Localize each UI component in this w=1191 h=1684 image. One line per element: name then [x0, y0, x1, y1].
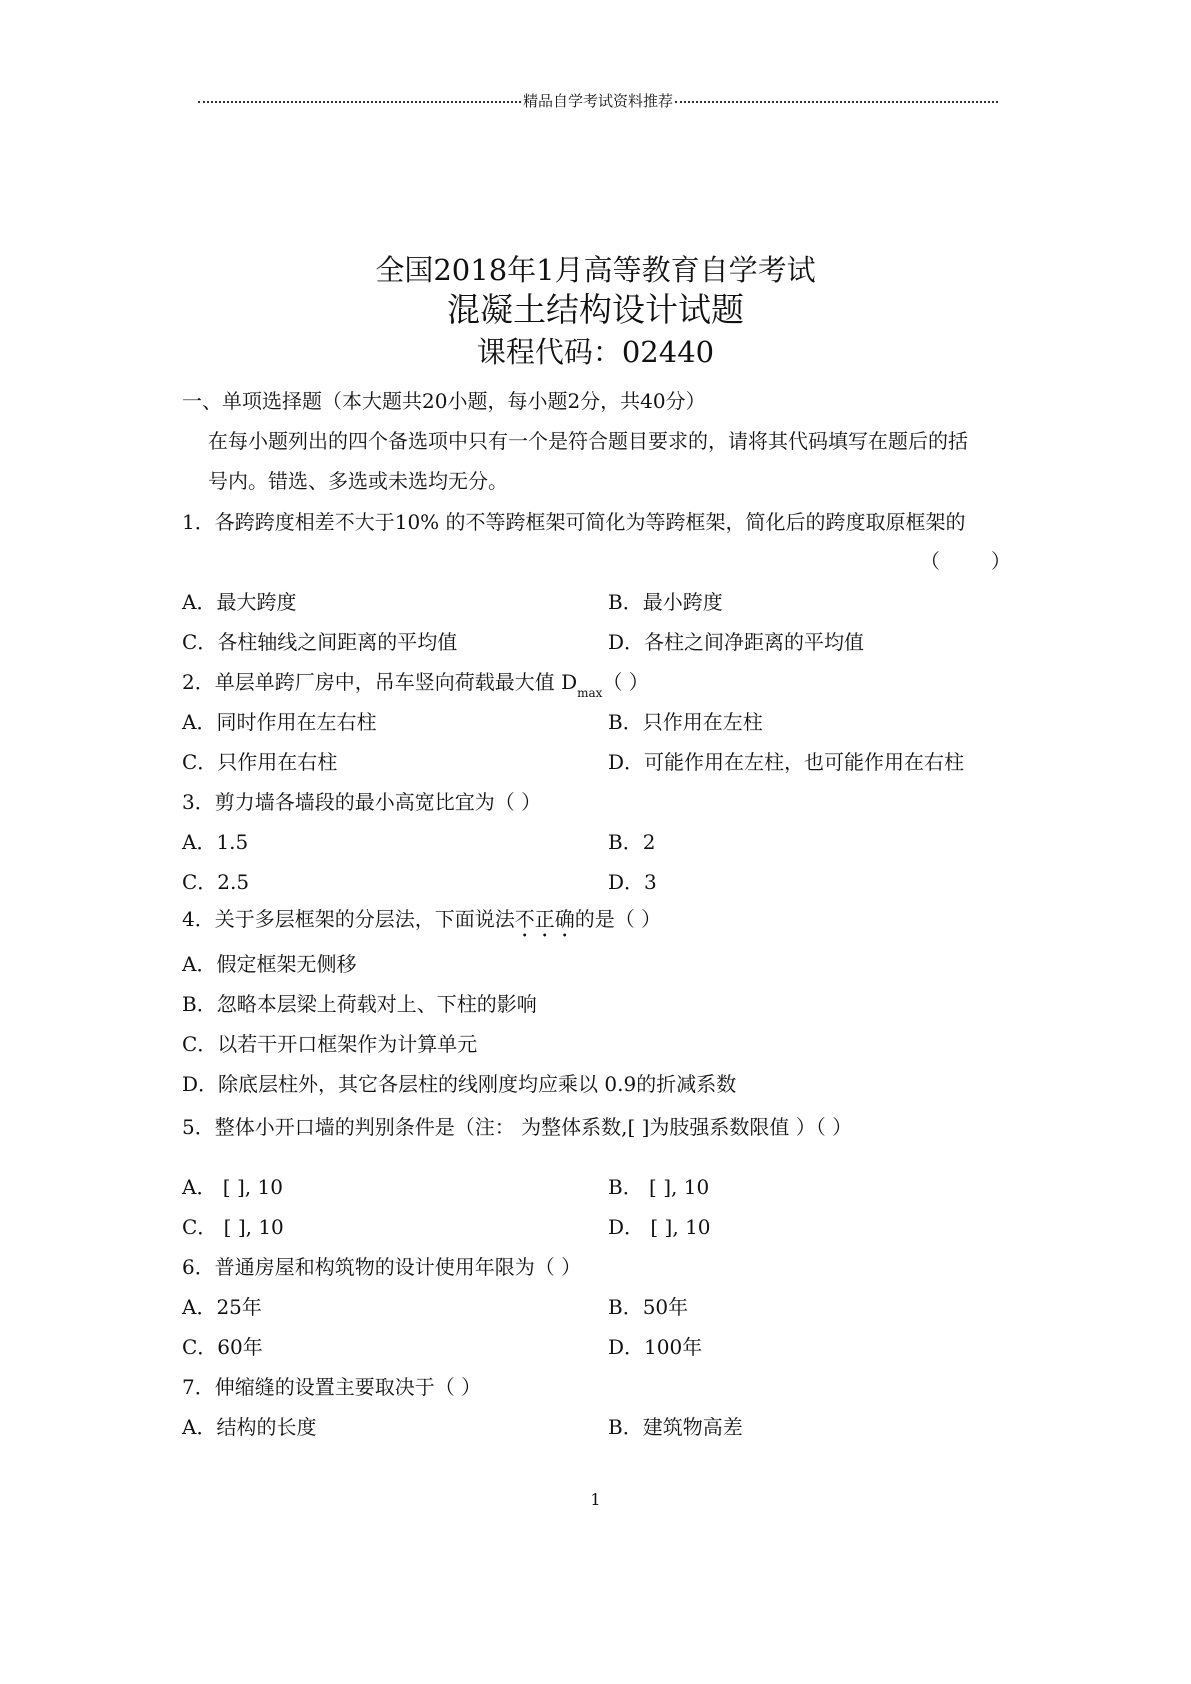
q7-stem: 7．伸缩缝的设置主要取决于（ ）	[182, 1375, 482, 1399]
q4-option-a: A．假定框架无侧移	[182, 952, 357, 976]
q1-answer-paren: （ ）	[920, 549, 1011, 573]
q7-option-a: A．结构的长度	[182, 1415, 317, 1439]
q4-option-c: C．以若干开口框架作为计算单元	[182, 1032, 478, 1056]
q2-stem-pre: 2．单层单跨厂房中，吊车竖向荷载最大值 D	[182, 670, 578, 694]
q3-option-c: C．2.5	[182, 870, 250, 894]
q5-option-b: B． [ ], 10	[608, 1175, 710, 1199]
q3-option-d: D．3	[608, 870, 657, 894]
page-number: 1	[590, 1490, 601, 1509]
q4-stem-post: 的是（ ）	[574, 907, 662, 931]
q4-option-b: B．忽略本层梁上荷载对上、下柱的影响	[182, 992, 537, 1016]
q1-option-b: B．最小跨度	[608, 590, 723, 614]
header-dots-left	[198, 101, 521, 103]
q6-option-a: A．25年	[182, 1295, 262, 1319]
q6-option-b: B．50年	[608, 1295, 689, 1319]
q7-option-b: B．建筑物高差	[608, 1415, 743, 1439]
q6-option-d: D．100年	[608, 1335, 703, 1359]
q4-option-d: D．除底层柱外，其它各层柱的线刚度均应乘以 0.9的折减系数	[182, 1072, 737, 1096]
q5-option-c: C． [ ], 10	[182, 1215, 284, 1239]
q2-option-c: C．只作用在右柱	[182, 750, 338, 774]
q6-option-c: C．60年	[182, 1335, 263, 1359]
q3-option-b: B．2	[608, 830, 656, 854]
q2-stem	[182, 669, 649, 706]
course-code: 课程代码：02440	[476, 335, 715, 369]
page-header	[198, 90, 998, 111]
q3-stem: 3．剪力墙各墙段的最小高宽比宜为（ ）	[182, 790, 542, 814]
q5-option-a: A． [ ], 10	[182, 1175, 283, 1199]
instruction-line1: 在每小题列出的四个备选项中只有一个是符合题目要求的，请将其代码填写在题后的括	[208, 429, 968, 453]
exam-title-line1: 全国2018年1月高等教育自学考试	[375, 253, 816, 287]
section-heading: 一、单项选择题（本大题共20小题，每小题2分，共40分）	[182, 389, 706, 413]
q4-stem-pre: 4．关于多层框架的分层法，下面说法	[182, 907, 515, 931]
instruction-line2: 号内。错选、多选或未选均无分。	[208, 469, 508, 493]
q1-option-d: D．各柱之间净距离的平均值	[608, 630, 865, 654]
q2-option-a: A．同时作用在左右柱	[182, 710, 377, 734]
q1-stem: 1．各跨跨度相差不大于10% 的不等跨框架可简化为等跨框架，简化后的跨度取原框架的	[182, 510, 966, 534]
q4-stem-emphasis: 不正确	[514, 907, 575, 931]
exam-title-line2: 混凝土结构设计试题	[447, 290, 744, 329]
q3-option-a: A．1.5	[182, 830, 249, 854]
q2-option-b: B．只作用在左柱	[608, 710, 763, 734]
q5-stem: 5．整体小开口墙的判别条件是（注： 为整体系数,[ ]为肢强系数限值 ）（ ）	[182, 1115, 853, 1139]
q6-stem: 6．普通房屋和构筑物的设计使用年限为（ ）	[182, 1255, 582, 1279]
q5-option-d: D． [ ], 10	[608, 1215, 711, 1239]
header-dots-right	[675, 101, 998, 103]
header-text: 精品自学考试资料推荐	[523, 92, 674, 110]
q2-option-d: D．可能作用在左柱，也可能作用在右柱	[608, 750, 965, 774]
q2-stem-sub: max	[577, 686, 603, 700]
q2-stem-post: （ ）	[602, 670, 649, 694]
q4-stem	[182, 906, 661, 942]
q1-option-a: A．最大跨度	[182, 590, 297, 614]
q1-option-c: C．各柱轴线之间距离的平均值	[182, 630, 458, 654]
